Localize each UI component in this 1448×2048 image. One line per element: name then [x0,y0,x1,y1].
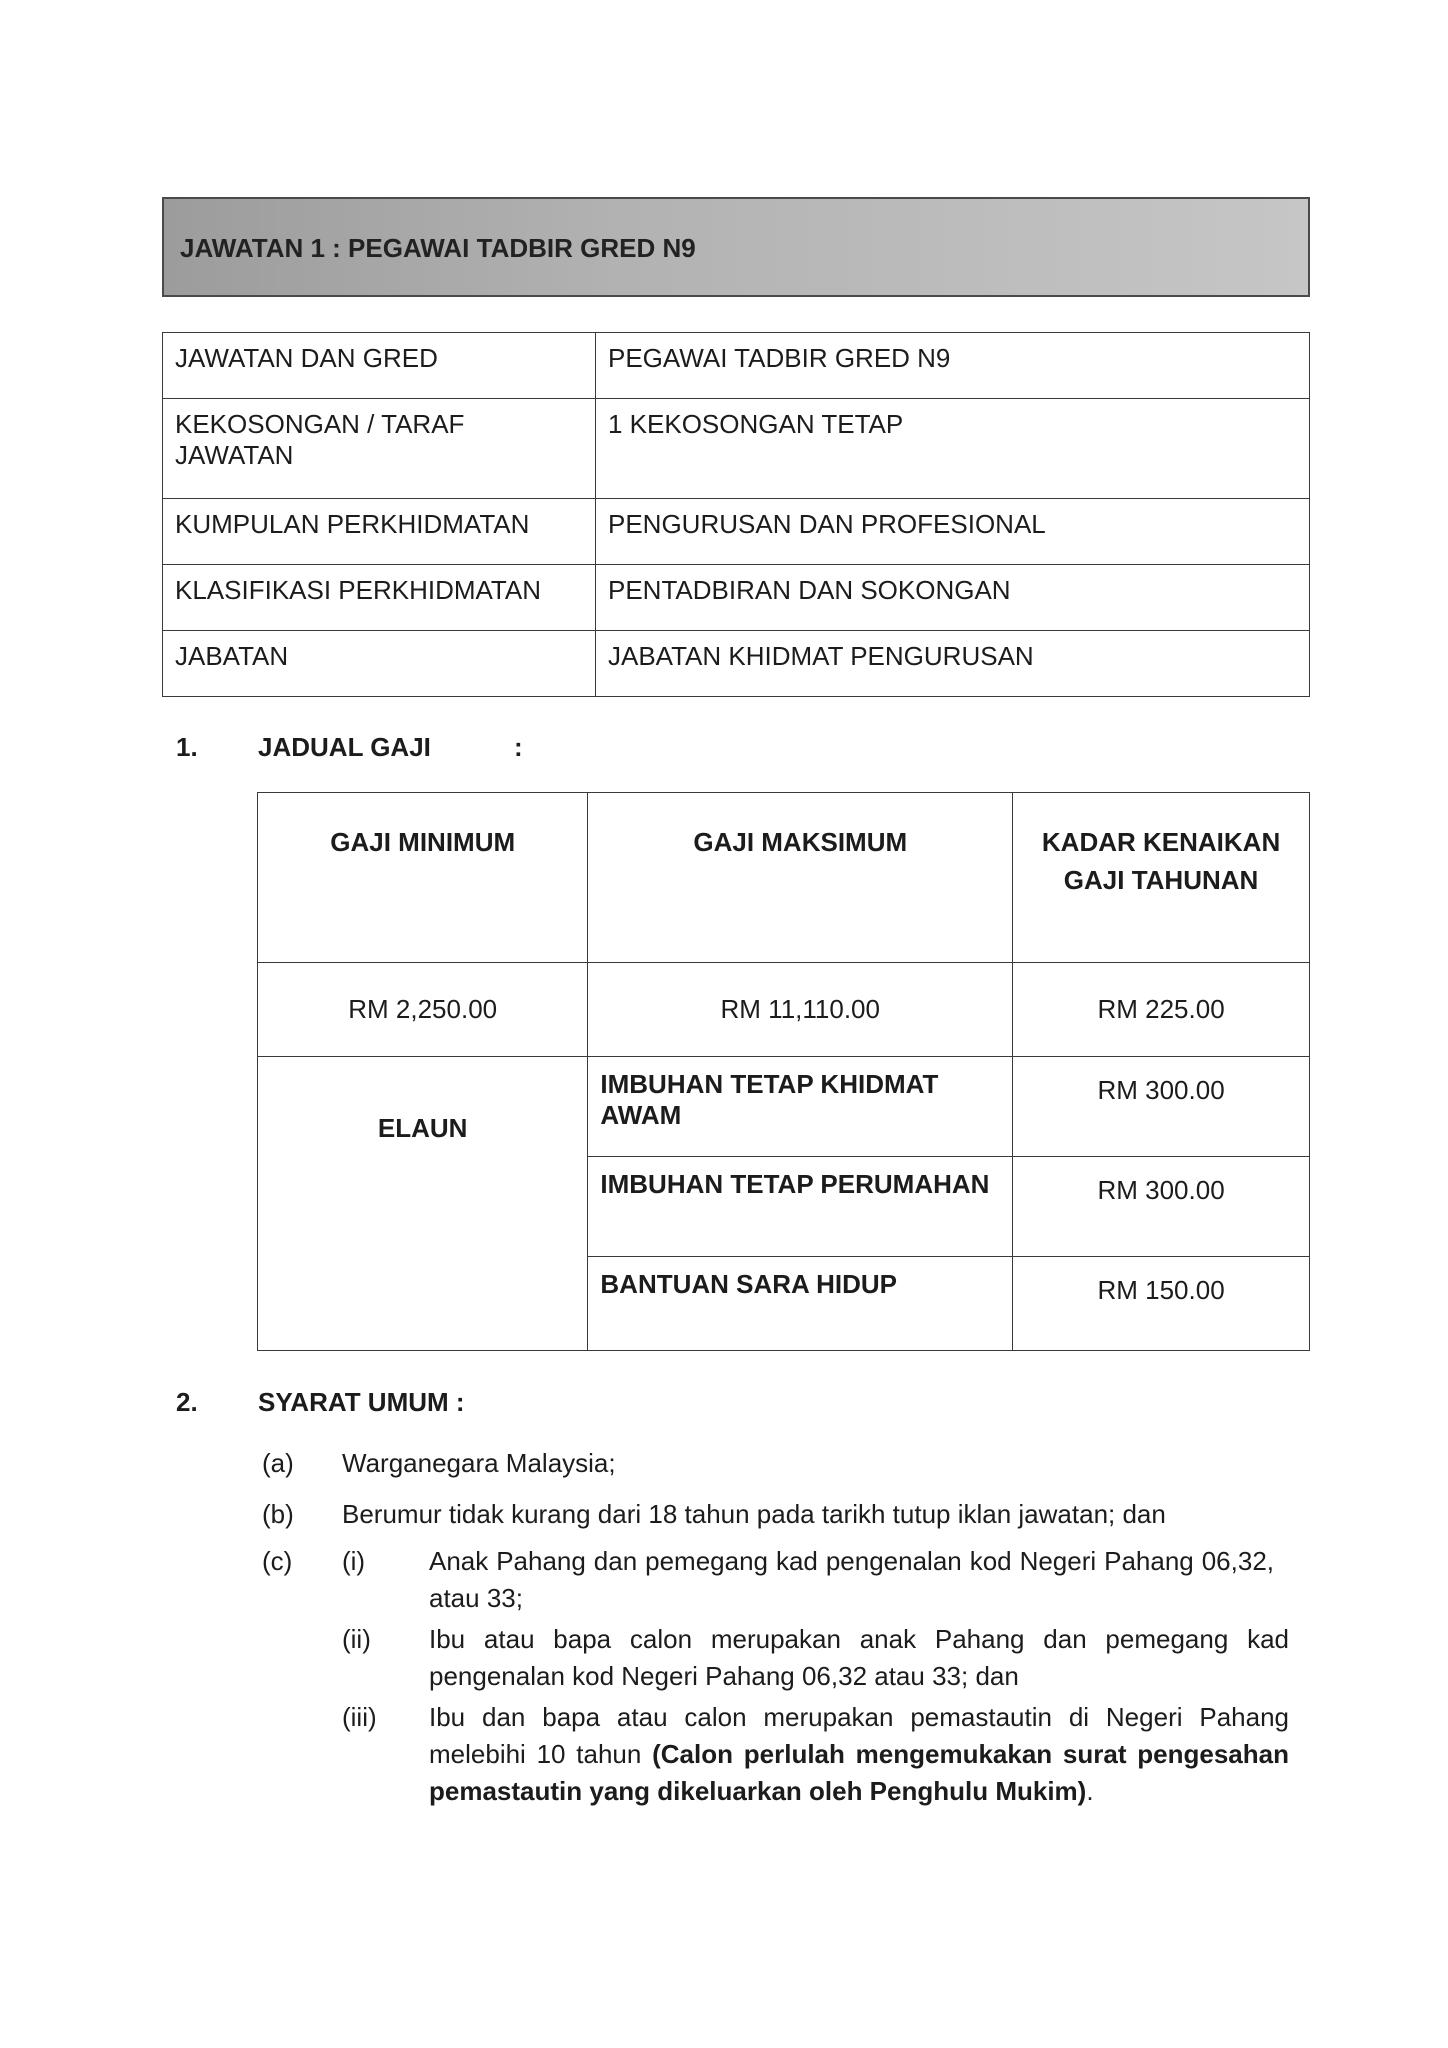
header-max-salary: GAJI MAKSIMUM [588,793,1013,963]
info-value: 1 KEKOSONGAN TETAP [596,399,1310,499]
allowance-label: ELAUN [258,1057,588,1351]
info-value: PENTADBIRAN DAN SOKONGAN [596,565,1310,631]
sub-requirement-marker: (i) [342,1546,366,1576]
info-label: KEKOSONGAN / TARAF JAWATAN [163,399,596,499]
header-annual-increment: KADAR KENAIKAN GAJI TAHUNAN [1013,793,1310,963]
requirement-marker: (a) [262,1448,294,1478]
allowance-name: IMBUHAN TETAP KHIDMAT AWAM [588,1057,1013,1157]
allowance-name: BANTUAN SARA HIDUP [588,1257,1013,1351]
requirement-text: Berumur tidak kurang dari 18 tahun pada tarikh tutup iklan jawatan; dan [342,1499,1166,1529]
section-number: 2. [176,1387,198,1417]
info-label: JAWATAN DAN GRED [163,333,596,399]
allowance-amount: RM 300.00 [1013,1157,1310,1257]
header-min-salary: GAJI MINIMUM [258,793,588,963]
section-number: 1. [176,732,198,762]
position-title: JAWATAN 1 : PEGAWAI TADBIR GRED N9 [180,233,696,263]
requirement-marker: (b) [262,1499,294,1529]
salary-table [257,792,1310,1351]
sub-requirement-marker: (ii) [342,1624,371,1654]
allowance-amount: RM 300.00 [1013,1057,1310,1157]
sub-requirement-iii-text [429,1699,1289,1810]
info-label: KLASIFIKASI PERKHIDMATAN [163,565,596,631]
info-row [163,333,1310,399]
info-label: JABATAN [163,631,596,697]
allowance-name: IMBUHAN TETAP PERUMAHAN [588,1157,1013,1257]
min-salary-value: RM 2,250.00 [258,963,588,1057]
sub-requirement-marker: (iii) [342,1702,377,1732]
annual-increment-value: RM 225.00 [1013,963,1310,1057]
position-info-table [162,332,1310,697]
info-row [163,399,1310,499]
sub-requirement-text: Ibu atau bapa calon merupakan anak Pahang dan pemegang kad pengenalan kod Negeri Pahang 06,32 atau 33; dan [429,1624,1289,1691]
requirement-marker: (c) [262,1546,293,1576]
sub-requirement-end: . [1086,1776,1094,1806]
section-title: SYARAT UMUM : [258,1387,465,1417]
info-label: KUMPULAN PERKHIDMATAN [163,499,596,565]
sub-requirement-text: Ibu dan bapa atau calon merupakan pemastautin di Negeri Pahang melebihi 10 tahun [429,1702,1289,1769]
allowance-row [258,1057,1310,1157]
info-value: JABATAN KHIDMAT PENGURUSAN [596,631,1310,697]
info-value: PEGAWAI TADBIR GRED N9 [596,333,1310,399]
section-colon: : [514,732,523,762]
position-title-banner [162,197,1310,297]
salary-header-row [258,793,1310,963]
salary-values-row [258,963,1310,1057]
max-salary-value: RM 11,110.00 [588,963,1013,1057]
requirement-text: Warganegara Malaysia; [342,1448,616,1478]
info-value: PENGURUSAN DAN PROFESIONAL [596,499,1310,565]
section-title: JADUAL GAJI [258,732,431,762]
sub-requirement-bold-note: (Calon perlulah mengemukakan surat pengesahan pemastautin yang dikeluarkan oleh Penghulu Mukim) [429,1739,1289,1806]
allowance-amount: RM 150.00 [1013,1257,1310,1351]
info-row [163,499,1310,565]
sub-requirement-text: Anak Pahang dan pemegang kad pengenalan kod Negeri Pahang 06,32, atau 33; [429,1546,1274,1613]
info-row [163,565,1310,631]
info-row [163,631,1310,697]
